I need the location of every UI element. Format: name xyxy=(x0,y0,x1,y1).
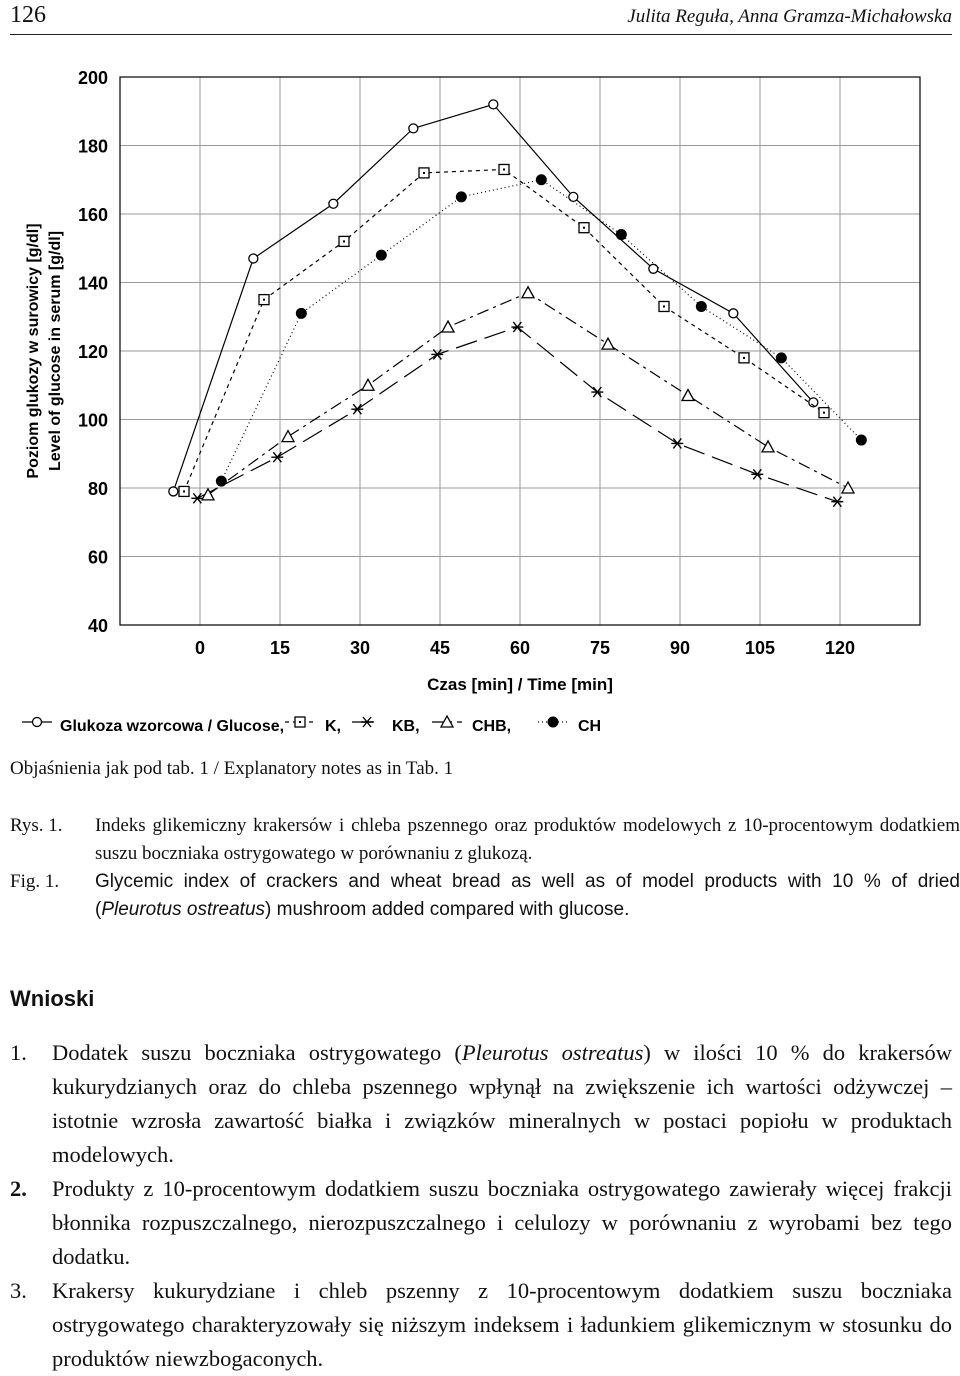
data-point-1-dot xyxy=(263,299,265,301)
x-tick-label: 60 xyxy=(509,638,531,658)
series-line-3 xyxy=(208,293,848,495)
conclusion-species: Pleurotus ostreatus xyxy=(461,1040,644,1065)
data-point-4 xyxy=(776,353,786,363)
x-tick-label: 120 xyxy=(824,638,856,658)
y-tick-label: 200 xyxy=(77,68,108,88)
data-point-0 xyxy=(729,309,738,318)
legend-marker-0 xyxy=(33,718,42,727)
legend-marker-4 xyxy=(548,717,558,727)
y-tick-label: 140 xyxy=(77,273,108,294)
conclusion-text-a: Dodatek suszu boczniaka ostrygowatego ( xyxy=(52,1040,462,1065)
data-point-3 xyxy=(282,431,294,442)
data-point-3 xyxy=(442,321,454,332)
conclusion-number: 2. xyxy=(10,1176,27,1201)
data-point-4 xyxy=(536,175,546,185)
y-tick-label: 100 xyxy=(77,410,108,431)
data-point-2 xyxy=(271,452,283,462)
x-tick-label: 45 xyxy=(429,638,451,658)
data-point-1-dot xyxy=(823,412,825,414)
data-point-1-dot xyxy=(183,490,185,492)
data-point-2 xyxy=(191,493,203,503)
data-point-4 xyxy=(216,476,226,486)
caption-pl-text: Indeks glikemiczny krakersów i chleba pszennego oraz produktów modelowych z 10-procentowym dodatkiem suszu boczniaka ostrygowatego w porównaniu z glukozą. xyxy=(95,815,960,864)
data-point-1-dot xyxy=(663,305,665,307)
data-point-1-dot xyxy=(503,168,505,170)
data-point-0 xyxy=(409,124,418,133)
y-tick-label: 60 xyxy=(87,547,108,568)
legend-label-1: K, xyxy=(325,718,341,735)
caption-en-text xyxy=(95,868,960,924)
data-point-4 xyxy=(456,192,466,202)
page-header xyxy=(10,0,952,35)
running-authors: Julita Reguła, Anna Gramza-Michałowska xyxy=(627,6,952,27)
data-point-3 xyxy=(522,287,534,298)
data-point-3 xyxy=(762,441,774,452)
x-tick-label: 105 xyxy=(744,638,776,658)
y-tick-label: 160 xyxy=(77,205,108,225)
legend-label-3: CHB, xyxy=(472,718,512,735)
y-axis-label: Level of glucose in serum [g/dl] xyxy=(47,230,64,472)
section-title: Wnioski xyxy=(10,986,95,1011)
x-tick-label: 90 xyxy=(669,638,691,658)
conclusion-text: Krakersy kukurydziane i chleb pszenny z 10-procentowym dodatkiem suszu boczniaka ostrygowatego charakteryzowały się niższym indeksem i ładunkiem glikemicznym w stosunku do produktów niewzbogaconych. xyxy=(52,1278,952,1371)
glycemic-chart xyxy=(0,40,960,740)
y-tick-label: 120 xyxy=(77,342,108,362)
data-point-0 xyxy=(329,199,338,208)
data-point-1-dot xyxy=(583,227,585,229)
data-point-4 xyxy=(376,250,386,260)
conclusion-item xyxy=(10,1274,952,1376)
caption-en-label: Fig. 1. xyxy=(10,871,60,892)
data-point-0 xyxy=(489,100,498,109)
x-tick-label: 0 xyxy=(194,638,206,658)
data-point-4 xyxy=(856,435,866,445)
y-axis-label: Poziom glukozy w surowicy [g/dl] xyxy=(25,223,42,479)
data-point-1-dot xyxy=(743,357,745,359)
legend-label-2: KB, xyxy=(392,718,420,735)
data-point-0 xyxy=(249,254,258,263)
caption-en-species: Pleurotus ostreatus xyxy=(101,899,266,920)
data-point-2 xyxy=(751,469,763,479)
y-tick-label: 40 xyxy=(87,616,108,636)
data-point-3 xyxy=(682,390,694,401)
conclusion-item xyxy=(10,1172,952,1274)
x-tick-label: 30 xyxy=(349,638,371,658)
series-line-4 xyxy=(221,180,861,481)
x-axis-label: Czas [min] / Time [min] xyxy=(427,675,613,694)
conclusion-item xyxy=(10,1036,952,1172)
data-point-4 xyxy=(616,230,626,240)
x-tick-label: 15 xyxy=(269,638,291,658)
conclusion-number: 1. xyxy=(10,1040,27,1065)
legend-marker-2 xyxy=(361,717,373,727)
data-point-0 xyxy=(169,487,178,496)
x-tick-label: 75 xyxy=(589,638,611,658)
caption-pl xyxy=(10,812,960,868)
explanatory-note: Objaśnienia jak pod tab. 1 / Explanatory notes as in Tab. 1 xyxy=(10,758,454,779)
data-point-3 xyxy=(362,379,374,390)
data-point-1-dot xyxy=(423,172,425,174)
data-point-3 xyxy=(602,338,614,349)
conclusion-text: Produkty z 10-procentowym dodatkiem suszu boczniaka ostrygowatego zawierały więcej frakcji błonnika rozpuszczalnego, nierozpuszczalnego i celulozy w porównaniu z wyrobami bez tego dodatku. xyxy=(52,1176,952,1269)
data-point-2 xyxy=(831,497,843,507)
conclusion-number: 3. xyxy=(10,1278,27,1303)
data-point-1-dot xyxy=(343,240,345,242)
conclusion-text-b: ) w ilości 10 % do krakersów kukurydzianych oraz do chleba pszennego wpłynął na zwiększenie ich wartości odżywczej – istotnie wzrosła zawartość białka i związków mineralnych w postaci popiołu w produktach modelowych. xyxy=(52,1040,952,1167)
caption-en-part-a: Glycemic index of crackers and wheat bread as well as of model products with 10 % of dried ( xyxy=(95,871,960,920)
caption-en-part-c: ) mushroom added compared with glucose. xyxy=(265,899,630,920)
legend-label-0: Glukoza wzorcowa / Glucose, xyxy=(60,718,285,735)
data-point-2 xyxy=(671,438,683,448)
legend-marker-1-dot xyxy=(299,721,301,723)
y-tick-label: 180 xyxy=(77,136,108,157)
legend-label-4: CH xyxy=(578,718,602,735)
data-point-0 xyxy=(649,264,658,273)
caption-en xyxy=(10,868,960,924)
data-point-4 xyxy=(696,301,706,311)
page-number: 126 xyxy=(10,2,46,28)
caption-pl-label: Rys. 1. xyxy=(10,815,63,836)
conclusion-text xyxy=(52,1036,952,1172)
y-tick-label: 80 xyxy=(87,479,108,499)
data-point-4 xyxy=(296,308,306,318)
